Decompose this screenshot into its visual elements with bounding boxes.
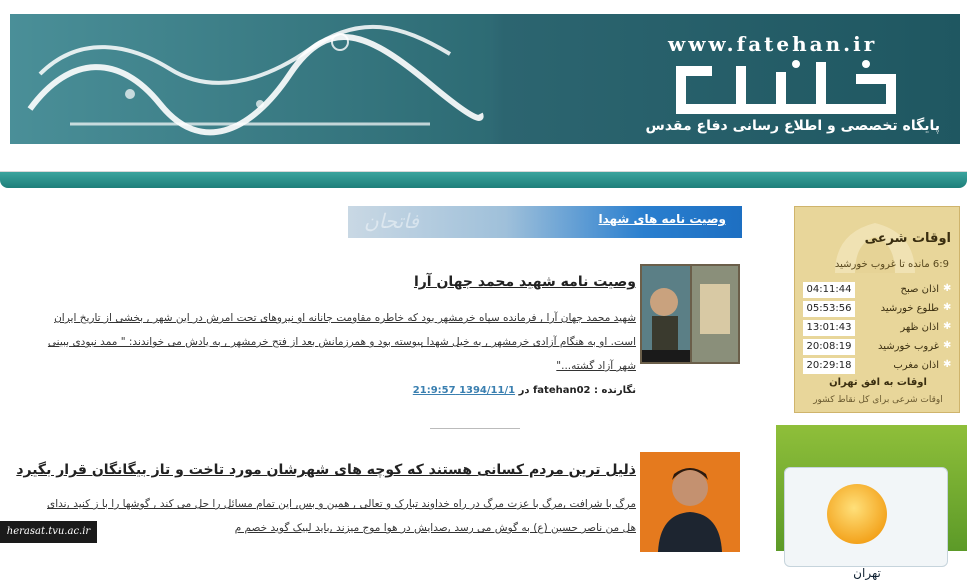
post-excerpt[interactable]: مرگ با شرافت ,مرگ با عزت مرگ در راه خداوند تبارک و تعالی , همین و بس, این تمام مسائل را حل می کند , گوشها را با ز کنید ,ندای هل من ناصر حسین (ع) به گوش می رسد ,صدایش در هوا موج میزند ,باید لبیک گوید خصم م	[47, 498, 636, 534]
in-label: در	[518, 385, 530, 396]
site-header	[0, 0, 967, 172]
prayer-time-value: 13:01:43	[803, 320, 855, 336]
site-banner[interactable]	[10, 14, 960, 144]
site-badge-link[interactable]: herasat.tvu.ac.ir	[0, 521, 97, 543]
author-label: نگارنده :	[594, 385, 636, 396]
star-icon: ✱	[943, 359, 952, 370]
post-divider	[430, 428, 520, 429]
prayer-time-value: 05:53:56	[803, 301, 855, 317]
prayer-time-value: 04:11:44	[803, 282, 855, 298]
post-excerpt[interactable]: شهید محمد جهان آرا , فرمانده سپاه خرمشهر بود که خاطره مقاومت جانانه او نیروهای تحت امرش در این شهر , بخشی از تاریخ ایران است. او به هنگام آزادی خرمشهر , به خیل شهدا پیوسته بود و همرزمانش بعد از فتح خرمشهر , به یادش می خواندند: " ممد نبودی ببینی شهر آزاد گشته..."	[47, 312, 636, 372]
section-title-link[interactable]: وصیت نامه های شهدا	[598, 212, 726, 226]
post-title-link[interactable]: وصیت نامه شهید محمد جهان آرا	[413, 274, 636, 290]
star-icon: ✱	[943, 340, 952, 351]
prayer-time-value: 20:29:18	[803, 358, 855, 374]
prayer-city-link[interactable]: اوقات به افق تهران	[829, 377, 927, 388]
time-remaining: 6:9 مانده تا غروب خورشید	[834, 259, 949, 270]
prayer-time-value: 20:08:19	[803, 339, 855, 355]
post-thumbnail[interactable]	[640, 452, 740, 552]
site-logo	[666, 58, 906, 120]
post-thumbnail[interactable]	[640, 264, 740, 364]
post-author: fatehan02	[532, 385, 591, 396]
prayer-label: طلوع خورشید	[880, 303, 939, 314]
prayer-row	[803, 356, 953, 376]
post-item	[16, 452, 740, 551]
weather-panel	[784, 467, 948, 580]
weather-city: تهران	[853, 566, 881, 580]
prayer-label: اذان صبح	[900, 284, 939, 295]
nav-bar	[0, 172, 967, 188]
star-icon: ✱	[943, 321, 952, 332]
post-meta	[413, 385, 636, 396]
weather-widget	[776, 425, 967, 580]
post-item	[34, 264, 740, 404]
prayer-label: اذان ظهر	[900, 322, 939, 333]
post-title-link[interactable]: ذلیل ترین مردم کسانی هستند که کوچه های شهرشان مورد تاخت و تاز بیگانگان قرار بگیرد	[16, 462, 636, 478]
calligraphy-artwork	[10, 14, 490, 144]
site-tagline: پایگاه تخصصی و اطلاع رسانی دفاع مقدس	[645, 118, 940, 134]
prayer-label: اذان مغرب	[893, 360, 939, 371]
prayer-row	[803, 280, 953, 300]
prayer-label: غروب خورشید	[878, 341, 939, 352]
prayer-row	[803, 318, 953, 338]
star-icon: ✱	[943, 283, 952, 294]
section-header	[348, 206, 742, 238]
all-cities-link[interactable]: اوقات شرعی برای کل نقاط کشور	[813, 395, 943, 405]
prayer-times-widget	[794, 206, 960, 413]
prayer-row	[803, 337, 953, 357]
sun-icon	[821, 478, 893, 550]
prayer-row	[803, 299, 953, 319]
section-watermark: فاتحان	[364, 209, 419, 233]
site-url: www.fatehan.ir	[668, 32, 878, 56]
post-date-link[interactable]: 1394/11/1 21:9:57	[412, 385, 516, 396]
star-icon: ✱	[943, 302, 952, 313]
prayer-times-title: اوقات شرعی	[864, 231, 951, 246]
